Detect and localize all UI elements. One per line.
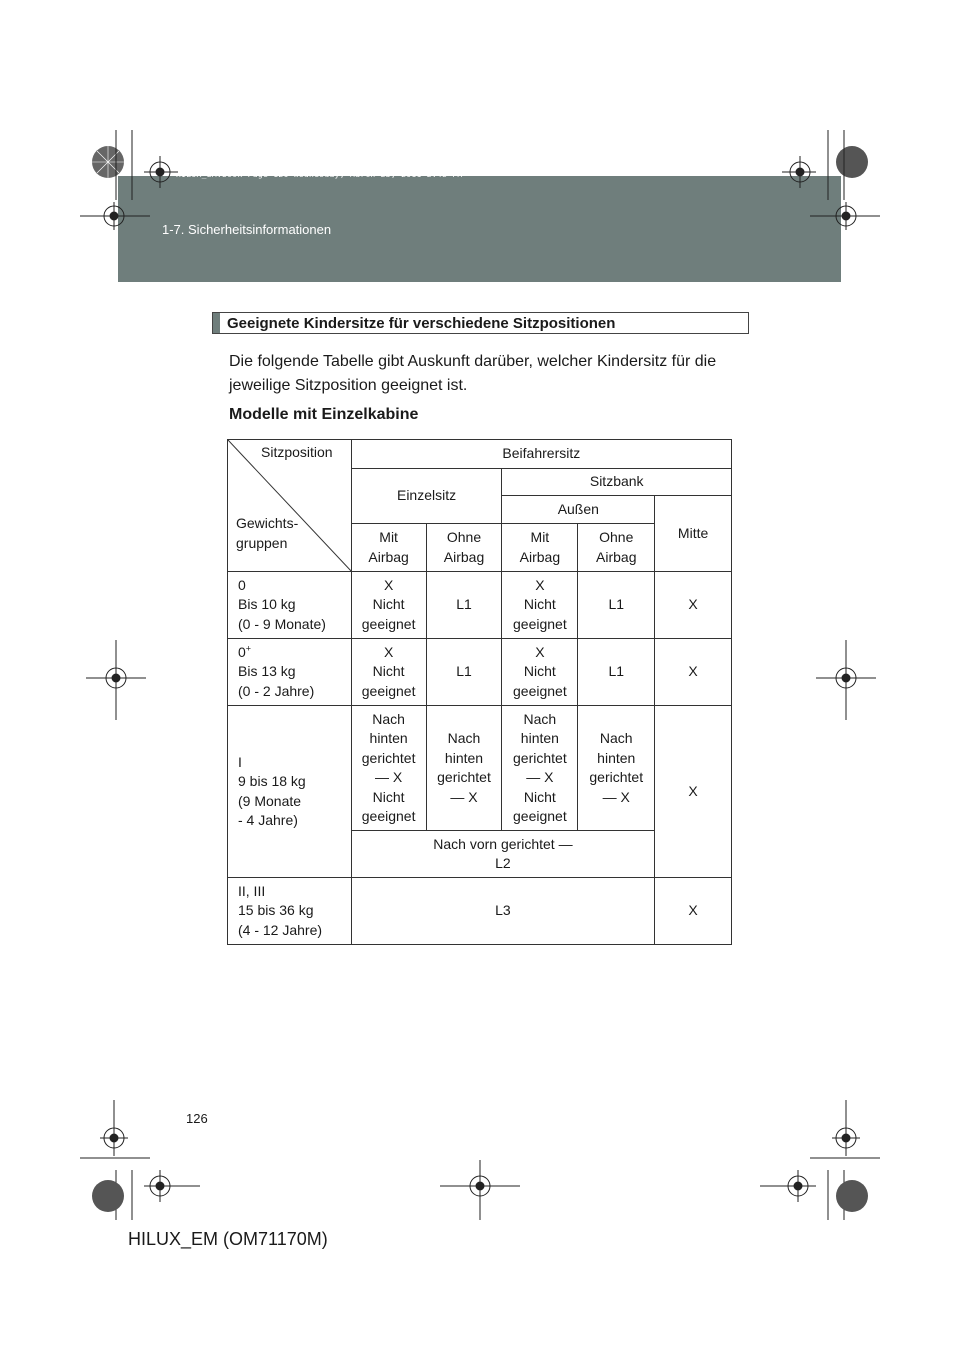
- header-text: Airbag: [443, 548, 485, 565]
- cell-text: geeignet: [513, 615, 567, 632]
- registration-mark-bottom-center: [440, 1160, 520, 1220]
- cell-text: geeignet: [361, 615, 416, 632]
- table-cell: [351, 572, 426, 639]
- header-aussen: Außen: [502, 496, 655, 524]
- cell-text: geeignet: [513, 808, 567, 824]
- cell-text: hinten: [369, 730, 408, 746]
- table-cell: [502, 572, 578, 639]
- cell-text: Nicht: [523, 788, 556, 805]
- cell-text: — X: [602, 788, 630, 805]
- cell-text: Bis 10 kg: [238, 596, 296, 613]
- print-info-line: HILUX_EM.book Page 126 Wednesday, March 23, 2011 2:48 PM: [176, 170, 463, 179]
- table-cell: L1: [426, 572, 502, 639]
- cell-text: L2: [495, 855, 511, 871]
- table-cell: [426, 706, 502, 831]
- cell-text: hinten: [520, 730, 559, 746]
- table-cell: L1: [426, 639, 502, 706]
- footer-model-code: HILUX_EM (OM71170M): [128, 1229, 328, 1249]
- cell-text: (9 Monate: [238, 792, 302, 809]
- weight-group-cell: [228, 706, 352, 878]
- table-row: [228, 878, 732, 945]
- table-row: [228, 639, 732, 706]
- cell-text: Nicht: [372, 596, 405, 613]
- cell-text: X: [535, 576, 545, 593]
- cell-text: Nicht: [372, 663, 405, 680]
- registration-mark-top-right: [780, 130, 880, 230]
- forward-facing-cell: [351, 831, 655, 878]
- cell-text: Nach: [447, 730, 481, 746]
- cell-text: X: [383, 576, 394, 593]
- superscript-plus: +: [245, 643, 252, 654]
- cell-text: (0 - 2 Jahre): [238, 682, 315, 699]
- table-cell: L3: [351, 878, 655, 945]
- registration-mark-bottom-left: [80, 1100, 200, 1220]
- cell-text: Nach: [372, 710, 405, 727]
- header-beifahrersitz: Beifahrersitz: [351, 440, 731, 469]
- cell-text: Nach vorn gerichtet —: [433, 835, 573, 852]
- cell-text: 0: [238, 643, 246, 660]
- corner-label-line-1: Gewichts-: [236, 515, 299, 531]
- table-cell: [502, 639, 578, 706]
- registration-mark-top-left: [80, 130, 180, 230]
- table-cell: X: [655, 572, 732, 639]
- cell-text: Bis 13 kg: [238, 663, 296, 680]
- weight-group-cell: [228, 572, 352, 639]
- table-row: [228, 572, 732, 639]
- child-seat-table: [227, 439, 732, 945]
- header-mit-airbag-2: [502, 524, 578, 572]
- corner-label-sitzposition: Sitzposition: [261, 444, 333, 460]
- cell-text: Nach: [599, 730, 633, 746]
- intro-paragraph: Die folgende Tabelle gibt Auskunft darüber, welcher Kindersitz für die jeweilige Sitzposition geeignet ist.: [229, 353, 717, 394]
- cell-text: gerichtet: [361, 749, 416, 766]
- header-einzelsitz: Einzelsitz: [351, 469, 502, 524]
- table-cell: L1: [578, 639, 655, 706]
- table-cell: L1: [578, 572, 655, 639]
- registration-mark-bottom-right: [760, 1100, 880, 1220]
- weight-group-cell: [228, 878, 352, 945]
- cell-text: I: [238, 753, 242, 770]
- cell-text: 9 bis 18 kg: [238, 773, 306, 789]
- cell-text: 0: [238, 576, 246, 593]
- table-cell: X: [655, 878, 732, 945]
- cell-text: X: [383, 643, 394, 660]
- heading-text: Geeignete Kindersitze für verschiedene Sitzpositionen: [227, 314, 616, 332]
- cell-text: Nicht: [372, 788, 405, 805]
- corner-label-line-2: gruppen: [236, 534, 288, 551]
- subheading: Modelle mit Einzelkabine: [229, 406, 419, 423]
- header-mit-airbag-1: [351, 524, 426, 572]
- registration-mark-mid-right: [816, 640, 876, 720]
- table-cell: [351, 706, 426, 831]
- corner-header-cell: [228, 440, 352, 572]
- cell-text: geeignet: [361, 808, 416, 824]
- table-cell: X: [655, 706, 732, 878]
- weight-group-cell: [228, 639, 352, 706]
- cell-text: — X: [375, 769, 403, 785]
- cell-text: hinten: [444, 749, 484, 766]
- cell-text: Nicht: [523, 596, 556, 613]
- section-label: 1-7. Sicherheitsinformationen: [162, 222, 332, 237]
- cell-text: Nicht: [523, 663, 556, 680]
- table-cell: [351, 639, 426, 706]
- header-text: Ohne: [599, 529, 634, 545]
- cell-text: (4 - 12 Jahre): [238, 921, 323, 938]
- cell-text: Nach: [523, 710, 557, 727]
- cell-text: gerichtet: [589, 769, 644, 785]
- cell-text: gerichtet: [513, 749, 567, 766]
- heading-accent-bar: [213, 313, 220, 333]
- table-row: [228, 706, 732, 831]
- header-ohne-airbag-1: [426, 524, 502, 572]
- cell-text: hinten: [597, 749, 636, 766]
- header-text: Airbag: [596, 548, 637, 565]
- cell-text: X: [535, 643, 545, 660]
- cell-text: geeignet: [513, 682, 567, 699]
- table-cell: [502, 706, 578, 831]
- cell-text: II, III: [238, 882, 266, 899]
- cell-text: — X: [526, 769, 554, 785]
- page-number: 126: [186, 1111, 208, 1126]
- header-text: Ohne: [446, 529, 482, 545]
- header-text: Mit: [379, 529, 398, 545]
- header-sitzbank: Sitzbank: [502, 469, 732, 496]
- cell-text: — X: [450, 788, 478, 805]
- header-text: Airbag: [368, 548, 409, 565]
- table-cell: [578, 706, 655, 831]
- registration-mark-mid-left: [86, 640, 146, 720]
- header-text: Mit: [530, 529, 550, 545]
- cell-text: geeignet: [361, 682, 416, 699]
- header-text: Airbag: [519, 548, 561, 565]
- corner-label-gewichtsgruppen: [236, 514, 298, 553]
- table-cell: X: [655, 639, 732, 706]
- cell-text: gerichtet: [437, 769, 491, 785]
- header-ohne-airbag-2: [578, 524, 655, 572]
- header-mitte: Mitte: [655, 496, 732, 572]
- section-heading: [212, 312, 749, 334]
- cell-text: 15 bis 36 kg: [238, 902, 314, 919]
- cell-text: - 4 Jahre): [238, 812, 298, 828]
- cell-text: (0 - 9 Monate): [238, 615, 326, 632]
